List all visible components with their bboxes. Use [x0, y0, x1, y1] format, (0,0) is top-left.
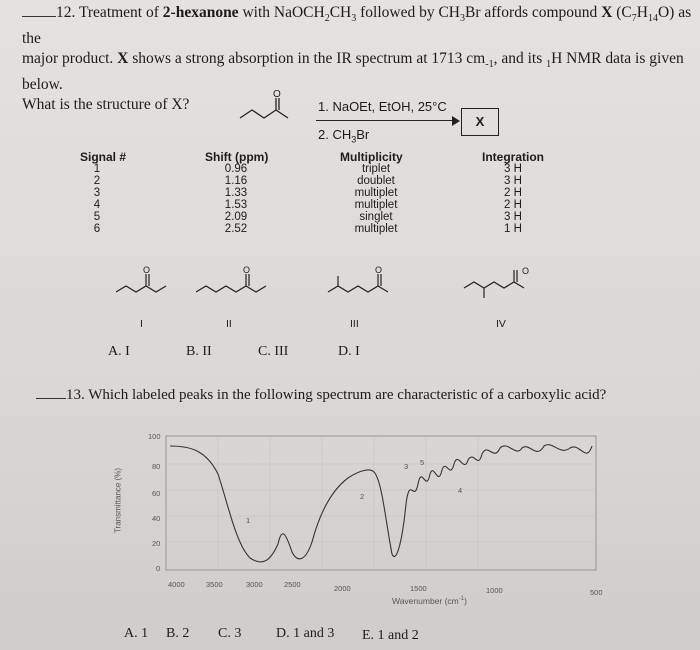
answer-blank-12 [22, 2, 56, 17]
q13-option-a[interactable]: A. 1 [124, 626, 149, 641]
header-signal: Signal # [80, 150, 127, 164]
ytick: 40 [152, 514, 161, 523]
peak-label: 5 [420, 458, 425, 467]
table-cell: 1.53 [224, 199, 248, 211]
q12-sub: 1 [546, 59, 552, 71]
xtick: 4000 [168, 580, 185, 589]
question-13 [36, 384, 606, 404]
svg-text:O: O [522, 266, 530, 276]
q12-text: , and its [493, 50, 547, 68]
q12-text: O) as the [22, 4, 692, 48]
spectrum-y-label-wrap [112, 448, 124, 558]
q12-sub: 3 [460, 13, 465, 25]
x-label-text: ) [464, 596, 467, 606]
q12-text: H [636, 4, 648, 21]
table-cell: 1 [93, 163, 101, 175]
spectrum-y-label: Transmittance (%) [113, 467, 123, 534]
structure-i-drawing [112, 262, 182, 302]
hexanone-structure [236, 90, 306, 130]
q12-compound: X [117, 50, 129, 68]
table-cell: 4 [93, 199, 101, 211]
table-cell: doublet [357, 175, 395, 187]
peak-label: 1 [246, 516, 251, 525]
table-cell: multiplet [354, 223, 398, 235]
xtick: 3500 [206, 580, 223, 589]
xtick: 1000 [486, 586, 503, 595]
table-cell: 2 [93, 175, 101, 187]
table-cell: 2.09 [224, 211, 248, 223]
q12-text: 12. Treatment of [56, 4, 163, 21]
xtick: 500 [590, 588, 603, 597]
xtick: 2500 [284, 580, 301, 589]
q12-text: What is the structure of X? [22, 96, 190, 114]
xtick: 1500 [410, 584, 427, 593]
q12-option-d[interactable]: D. I [338, 344, 360, 359]
xtick: 3000 [246, 580, 263, 589]
svg-text:O: O [143, 265, 151, 275]
table-cell: 1.16 [224, 175, 248, 187]
structure-label-ii: II [226, 318, 232, 330]
product-box: X [461, 108, 499, 136]
q12-option-c[interactable]: C. III [258, 344, 289, 359]
table-cell: 2.52 [224, 223, 248, 235]
peak-label: 4 [458, 486, 463, 495]
peak-label: 3 [404, 462, 409, 471]
q12-text: major product. [22, 50, 118, 68]
q12-text: followed by CH [356, 4, 460, 21]
integration-column [497, 163, 529, 235]
table-cell: 3 [93, 187, 101, 199]
answer-blank-13 [36, 384, 66, 399]
q13-option-b[interactable]: B. 2 [166, 626, 190, 641]
step2-sub: 3 [351, 134, 357, 145]
table-cell: 5 [93, 211, 101, 223]
table-cell: 3 H [504, 163, 522, 175]
table-cell: multiplet [354, 187, 398, 199]
multiplicity-column [342, 163, 410, 235]
svg-text:O: O [243, 265, 251, 275]
header-integration: Integration [482, 150, 544, 164]
q12-compound: X [601, 4, 613, 21]
q12-text: H NMR data is given below. [22, 50, 684, 94]
q12-reagent: 2-hexanone [162, 4, 239, 21]
q13-option-c[interactable]: C. 3 [218, 626, 242, 641]
step2-text: Br [356, 127, 370, 142]
structure-label-iv: IV [496, 318, 506, 330]
x-label-text: Wavenumber (cm [392, 596, 459, 606]
reaction-step-1: 1. NaOEt, EtOH, 25°C [318, 99, 447, 114]
step2-text: 2. CH [318, 127, 352, 142]
ytick: 60 [152, 489, 161, 498]
table-cell: 2 H [504, 187, 522, 199]
q12-text: shows a strong absorption in the IR spectrum at 1713 cm [128, 50, 486, 68]
spectrum-x-label [392, 596, 467, 606]
q12-sub: 14 [647, 13, 658, 25]
q12-sub: 3 [351, 13, 357, 25]
q12-text: (C [612, 4, 632, 21]
q12-sub: 7 [631, 13, 637, 25]
reaction-step-2 [318, 127, 369, 145]
q13-text: 13. Which labeled peaks in the following spectrum are characteristic of a carboxylic acid? [66, 387, 607, 403]
q12-option-b[interactable]: B. II [186, 344, 212, 359]
table-cell: 3 H [504, 211, 522, 223]
q13-option-e[interactable]: E. 1 and 2 [362, 628, 419, 643]
svg-text:O: O [273, 90, 281, 100]
table-cell: 1.33 [224, 187, 248, 199]
structure-iii-drawing [324, 262, 414, 302]
signal-column [90, 163, 104, 235]
table-cell: multiplet [354, 199, 398, 211]
q12-text: Br affords compound [465, 4, 602, 21]
structure-ii-drawing [192, 262, 282, 302]
header-shift: Shift (ppm) [205, 150, 269, 164]
q12-sub: 2 [324, 13, 330, 25]
reaction-arrow [316, 120, 456, 121]
q12-sub: -1 [485, 59, 494, 71]
q13-option-d[interactable]: D. 1 and 3 [276, 626, 335, 641]
table-cell: 3 H [504, 175, 522, 187]
table-cell: triplet [361, 163, 391, 175]
structure-label-iii: III [350, 318, 359, 330]
structure-label-i: I [140, 318, 143, 330]
ytick: 100 [148, 432, 161, 441]
table-cell: 2 H [504, 199, 522, 211]
header-multiplicity: Multiplicity [340, 150, 403, 164]
x-label-sup: -1 [458, 596, 465, 603]
q12-text: with NaOCH [238, 4, 325, 21]
q12-option-a[interactable]: A. I [108, 344, 130, 359]
shift-column [218, 163, 254, 235]
peak-label: 2 [360, 492, 365, 501]
arrow-head-icon [452, 116, 460, 126]
table-cell: 1 H [504, 223, 522, 235]
table-cell: 6 [93, 223, 101, 235]
ytick: 0 [156, 564, 161, 573]
xtick: 2000 [334, 584, 351, 593]
q12-text: CH [329, 4, 352, 21]
table-cell: 0.96 [224, 163, 248, 175]
table-cell: singlet [359, 211, 393, 223]
svg-text:O: O [375, 265, 383, 275]
ytick: 80 [152, 462, 161, 471]
structure-iv-drawing [460, 262, 550, 302]
ir-spectrum-plot [160, 434, 600, 574]
ytick: 20 [152, 539, 161, 548]
